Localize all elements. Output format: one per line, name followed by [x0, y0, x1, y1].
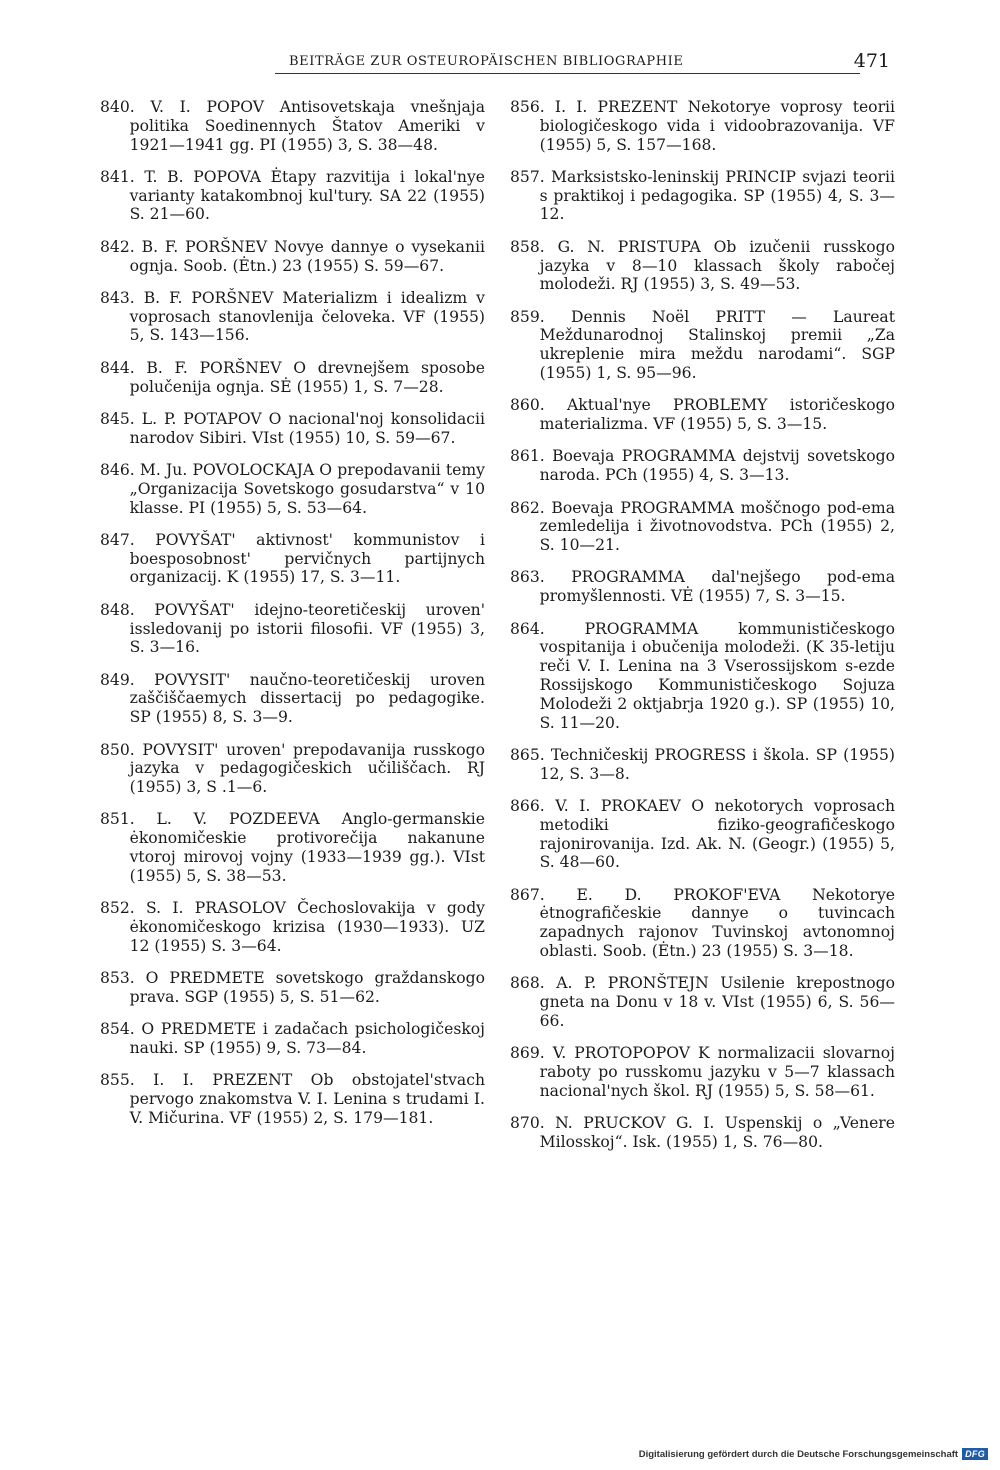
bibliography-entry-869: 869. V. PROTOPOPOV K normalizacii slovarnoj raboty po russkomu jazyku v 5—7 klassach nacional'nych škol. RJ (1955) 5, S. 58—61.	[510, 1044, 895, 1100]
dfg-logo-icon: DFG	[962, 1448, 988, 1460]
bibliography-entry-863: 863. PROGRAMMA dal'nejšego pod-ema promyšlennosti. VĖ (1955) 7, S. 3—15.	[510, 568, 895, 606]
bibliography-entry-852: 852. S. I. PRASOLOV Čechoslovakija v gody ėkonomičeskogo krizisa (1930—1933). UZ 12 (1955) S. 3—64.	[100, 899, 485, 955]
bibliography-entry-866: 866. V. I. PROKAEV O nekotorych voprosach metodiki fiziko-geografičeskogo rajonirovanija. Izd. Ak. N. (Geogr.) (1955) 5, S. 48—60.	[510, 796, 895, 872]
bibliography-entry-867: 867. E. D. PROKOF'EVA Nekotorye ėtnografičeskie dannye o tuvincach zapadnych rajonov Tuvinskoj avtonomnoj oblasti. Soob. (Ėtn.) 23 (1955) S. 3—18.	[510, 885, 895, 960]
bibliography-entry-862: 862. Boevaja PROGRAMMA moščnogo pod-ema zemledelija i životnovodstva. PCh (1955) 2, S. 10—21.	[510, 498, 895, 555]
bibliography-entry-860: 860. Aktual'nye PROBLEMY istoričeskogo materializma. VF (1955) 5, S. 3—15.	[510, 396, 895, 434]
bibliography-entry-844: 844. B. F. PORŠNEV O drevnejšem sposobe polučenija ognja. SĖ (1955) 1, S. 7—28.	[100, 358, 485, 396]
bibliography-entry-840: 840. V. I. POPOV Antisovetskaja vnešnjaja politika Soedinennych Štatov Ameriki v 1921—1941 gg. PI (1955) 3, S. 38—48.	[100, 98, 485, 154]
bibliography-entry-847: 847. POVYŠAT' aktivnost' kommunistov i boesposobnost' pervičnych partijnych organizacij. K (1955) 17, S. 3—11.	[100, 530, 485, 587]
page-header	[275, 50, 890, 80]
bibliography-entry-841: 841. T. B. POPOVA Ėtapy razvitija i lokal'nye varianty katakombnoj kul'tury. SA 22 (1955) S. 21—60.	[100, 167, 485, 224]
right-column	[510, 98, 895, 1165]
bibliography-entry-865: 865. Techničeskij PROGRESS i škola. SP (1955) 12, S. 3—8.	[510, 745, 895, 783]
bibliography-entry-861: 861. Boevaja PROGRAMMA dejstvij sovetskogo naroda. PCh (1955) 4, S. 3—13.	[510, 447, 895, 485]
bibliography-entry-845: 845. L. P. POTAPOV O nacional'noj konsolidacii narodov Sibiri. VIst (1955) 10, S. 59—67.	[100, 409, 485, 447]
bibliography-entry-848: 848. POVYŠAT' idejno-teoretičeskij uroven' issledovanij po istorii filosofii. VF (1955) 3, S. 3—16.	[100, 600, 485, 657]
bibliography-entry-858: 858. G. N. PRISTUPA Ob izučenii russkogo jazyka v 8—10 klassach školy rabočej molodeži. RJ (1955) 3, S. 49—53.	[510, 237, 895, 294]
bibliography-entry-870: 870. N. PRUCKOV G. I. Uspenskij o „Venere Milosskoj“. Isk. (1955) 1, S. 76—80.	[510, 1114, 895, 1151]
bibliography-entry-851: 851. L. V. POZDEEVA Anglo-germanskie ėkonomičeskie protivorečija nakanune vtoroj mirovoj vojny (1933—1939 gg.). VIst (1955) 5, S. 38—53.	[100, 810, 485, 885]
bibliography-entry-846: 846. M. Ju. POVOLOCKAJA O prepodavanii temy „Organizacija Sovetskogo gosudarstva“ v 10 klasse. PI (1955) 5, S. 53—64.	[100, 460, 485, 517]
header-rule	[275, 73, 860, 74]
bibliography-entry-842: 842. B. F. PORŠNEV Novye dannye o vysekanii ognja. Soob. (Ėtn.) 23 (1955) S. 59—67.	[100, 237, 485, 275]
left-column	[100, 98, 485, 1141]
bibliography-entry-855: 855. I. I. PREZENT Ob obstojatel'stvach pervogo znakomstva V. I. Lenina s trudami I. V. Mičurina. VF (1955) 2, S. 179—181.	[100, 1071, 485, 1127]
bibliography-entry-843: 843. B. F. PORŠNEV Materializm i idealizm v voprosach stanovlenija čeloveka. VF (1955) 5, S. 143—156.	[100, 288, 485, 345]
page-footer	[639, 1448, 988, 1460]
running-head: BEITRÄGE ZUR OSTEUROPÄISCHEN BIBLIOGRAPHIE	[289, 54, 684, 69]
bibliography-entry-857: 857. Marksistsko-leninskij PRINCIP svjazi teorii s praktikoj i pedagogika. SP (1955) 4, S. 3—12.	[510, 167, 895, 224]
bibliography-entry-853: 853. O PREDMETE sovetskogo graždanskogo prava. SGP (1955) 5, S. 51—62.	[100, 968, 485, 1006]
page-number: 471	[853, 50, 890, 72]
bibliography-entry-849: 849. POVYSIT' naučno-teoretičeskij uroven zaščiščaemych dissertacij po pedagogike. SP (1955) 8, S. 3—9.	[100, 670, 485, 727]
bibliography-entry-868: 868. A. P. PRONŠTEJN Usilenie krepostnogo gneta na Donu v 18 v. VIst (1955) 6, S. 56—66.	[510, 974, 895, 1030]
bibliography-entry-856: 856. I. I. PREZENT Nekotorye voprosy teorii biologičeskogo vida i vidoobrazovanija. VF (1955) 5, S. 157—168.	[510, 98, 895, 154]
bibliography-entry-864: 864. PROGRAMMA kommunističeskogo vospitanija i obučenija molodeži. (K 35-letiju reči V. I. Lenina na 3 Vserossijskom s-ezde Rossijskogo Kommunističeskogo Sojuza Molodeži 2 oktjabrja 1920 g.). SP (1955) 10, S. 11—20.	[510, 619, 895, 732]
digitization-note: Digitalisierung gefördert durch die Deutsche Forschungsgemeinschaft	[638, 1448, 959, 1460]
bibliography-entry-854: 854. O PREDMETE i zadačach psichologičeskoj nauki. SP (1955) 9, S. 73—84.	[100, 1020, 485, 1057]
bibliography-entry-850: 850. POVYSIT' uroven' prepodavanija russkogo jazyka v pedagogičeskich učiliščach. RJ (1955) 3, S .1—6.	[100, 740, 485, 797]
bibliography-entry-859: 859. Dennis Noël PRITT — Laureat Meždunarodnoj Stalinskoj premii „Za ukreplenie mira meždu narodami“. SGP (1955) 1, S. 95—96.	[510, 307, 895, 383]
